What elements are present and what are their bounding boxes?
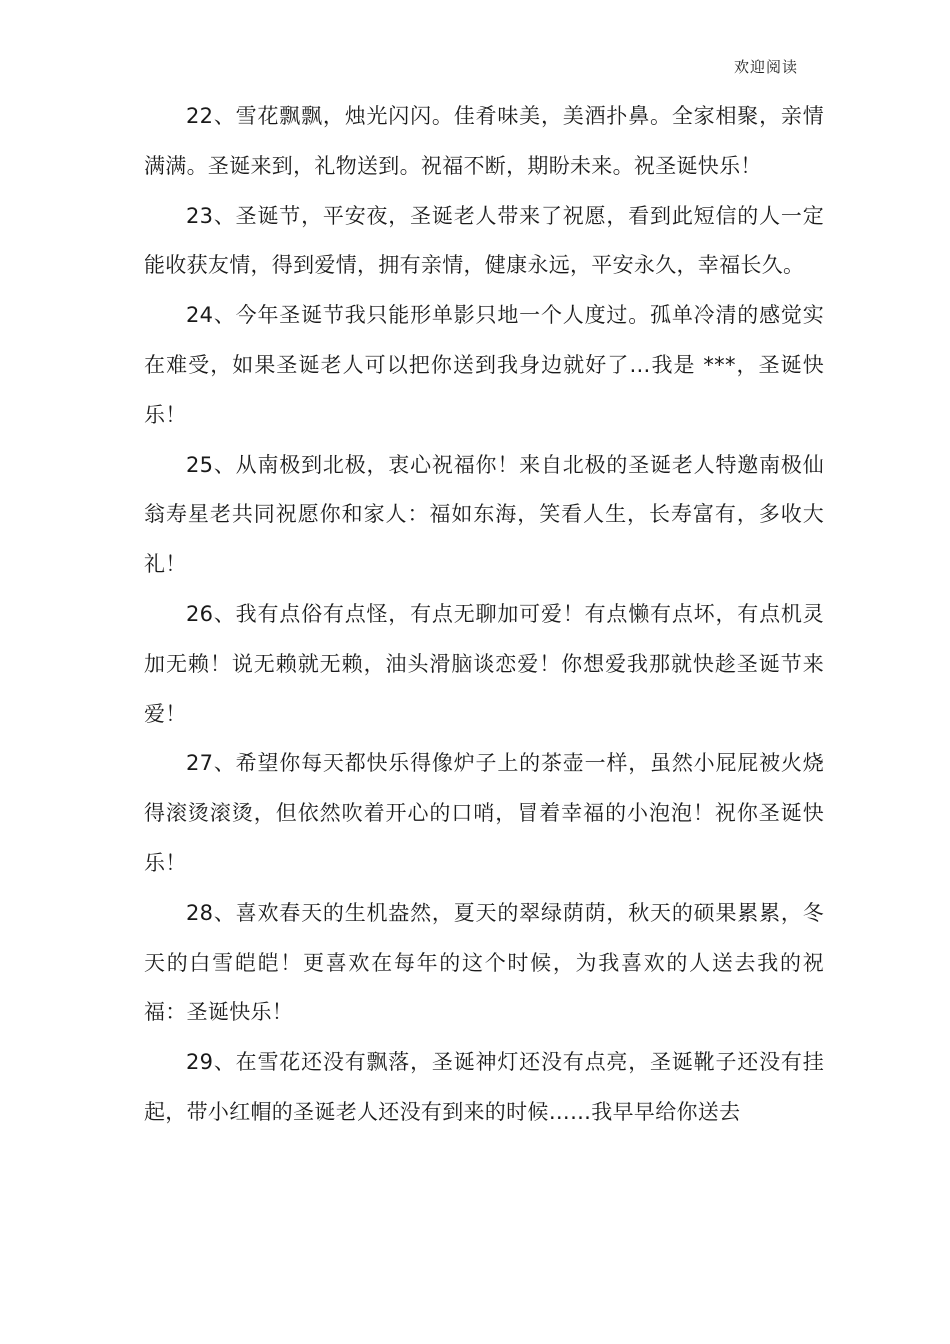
paragraph-23: 23、圣诞节，平安夜，圣诞老人带来了祝愿，看到此短信的人一定能收获友情，得到爱情，拥有亲情，健康永远，平安永久，幸福长久。 — [144, 203, 824, 278]
paragraph-29: 29、在雪花还没有飘落，圣诞神灯还没有点亮，圣诞靴子还没有挂起，带小红帽的圣诞老人还没有到来的时候……我早早给你送去 — [144, 1050, 824, 1124]
paragraph-27: 27、希望你每天都快乐得像炉子上的茶壶一样，虽然小屁屁被火烧得滚烫滚烫，但依然吹着开心的口哨，冒着幸福的小泡泡！祝你圣诞快乐！ — [144, 751, 824, 875]
header-note: 欢迎阅读 — [733, 58, 798, 76]
paragraph-25: 25、从南极到北极，衷心祝福你！来自北极的圣诞老人特邀南极仙翁寿星老共同祝愿你和家人：福如东海，笑看人生，长寿富有，多收大礼！ — [144, 452, 824, 577]
paragraph-22: 22、雪花飘飘，烛光闪闪。佳肴味美，美酒扑鼻。全家相聚，亲情满满。圣诞来到，礼物送到。祝福不断，期盼未来。祝圣诞快乐！ — [144, 104, 824, 178]
document-body — [144, 92, 824, 1138]
paragraph-28: 28、喜欢春天的生机盎然，夏天的翠绿荫荫，秋天的硕果累累，冬天的白雪皑皑！更喜欢在每年的这个时候，为我喜欢的人送去我的祝福：圣诞快乐！ — [144, 900, 824, 1025]
paragraph-24: 24、今年圣诞节我只能形单影只地一个人度过。孤单冷清的感觉实在难受，如果圣诞老人可以把你送到我身边就好了…我是 ***，圣诞快乐！ — [144, 303, 824, 427]
paragraph-26: 26、我有点俗有点怪，有点无聊加可爱！有点懒有点坏，有点机灵加无赖！说无赖就无赖，油头滑脑谈恋爱！你想爱我那就快趁圣诞节来爱！ — [144, 601, 824, 726]
